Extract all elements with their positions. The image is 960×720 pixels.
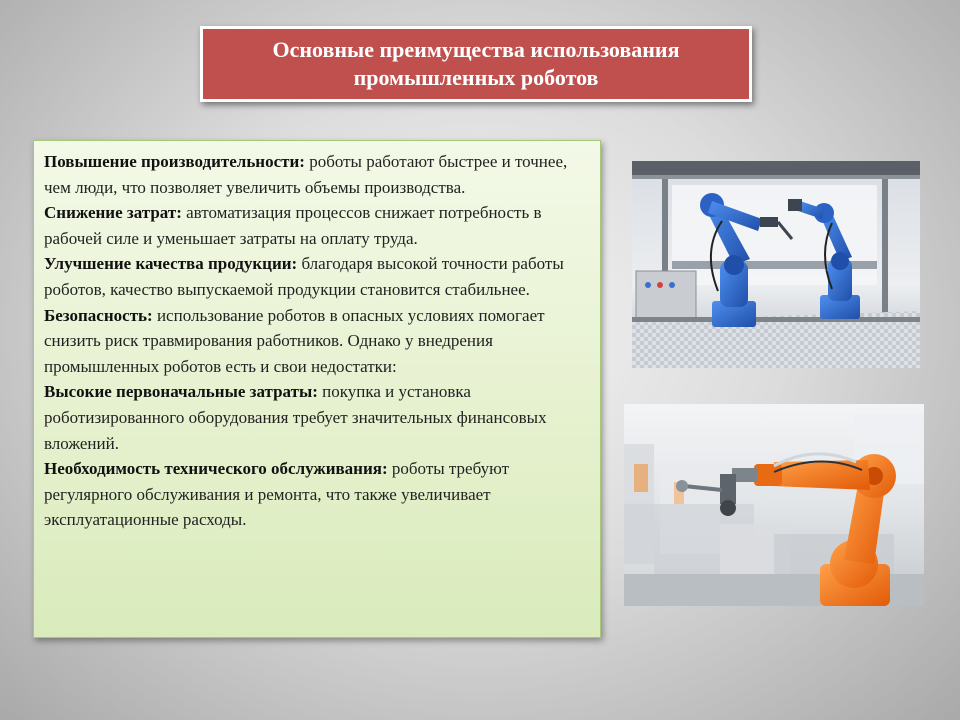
entry-maintenance xyxy=(44,456,590,533)
orange-robot-photo xyxy=(624,404,924,606)
title-line-1: Основные преимущества использования xyxy=(272,37,680,62)
entry-quality xyxy=(44,251,590,302)
entry-initial-costs xyxy=(44,379,590,456)
entry-heading: Снижение затрат: xyxy=(44,203,182,223)
entry-heading: Высокие первоначальные затраты: xyxy=(44,382,318,402)
entry-text: роботы работают быстрее и точнее, чем люди, что позволяет увеличить объемы производства. xyxy=(44,152,568,197)
entry-heading: Безопасность: xyxy=(44,305,153,325)
title-banner xyxy=(200,26,752,102)
entry-heading: Необходимость технического обслуживания: xyxy=(44,459,388,479)
entry-text: роботы требуют регулярного обслуживания и ремонта, что также увеличивает эксплуатационные расходы. xyxy=(44,459,510,530)
entry-text: благодаря высокой точности работы роботов, качество выпускаемой продукции становится стабильнее. xyxy=(44,254,564,299)
entry-cost-reduction xyxy=(44,200,590,251)
entry-text: автоматизация процессов снижает потребность в рабочей силе и уменьшает затраты на оплату труда. xyxy=(44,203,542,248)
entry-text: использование роботов в опасных условиях помогает снизить риск травмирования работников. Однако у внедрения промышленных роботов есть и свои недостатки: xyxy=(44,305,545,376)
text-panel xyxy=(33,140,601,638)
entry-heading: Улучшение качества продукции: xyxy=(44,254,298,274)
blue-robots-photo xyxy=(632,161,920,368)
title-line-2: промышленных роботов xyxy=(353,65,599,90)
entry-text: покупка и установка роботизированного оборудования требует значительных финансовых вложений. xyxy=(44,382,547,453)
entry-safety xyxy=(44,303,590,380)
entry-productivity xyxy=(44,149,590,200)
entry-heading: Повышение производительности: xyxy=(44,152,305,171)
